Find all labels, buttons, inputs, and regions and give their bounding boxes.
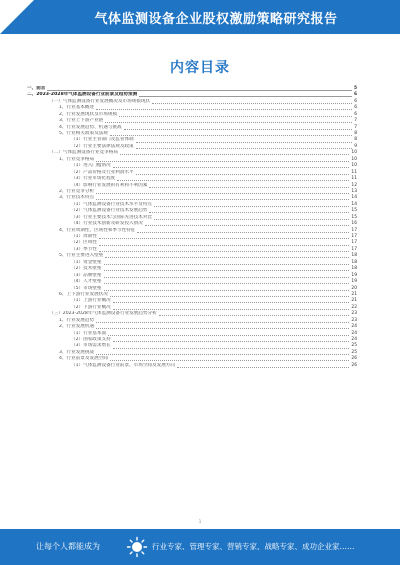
toc-dot-leader bbox=[104, 277, 350, 278]
toc-entry-page: 6 bbox=[354, 98, 357, 104]
toc-entry-label: 4、行业周期性、区域性和季节性特征 bbox=[59, 227, 136, 233]
toc-entry-label: （3）季节性 bbox=[71, 246, 97, 252]
toc-entry-page: 18 bbox=[351, 259, 357, 265]
toc-entry-label: 5、行业相关政策及法规 bbox=[59, 131, 108, 137]
toc-dot-leader bbox=[120, 154, 349, 155]
toc-entry-page: 10 bbox=[351, 156, 357, 162]
header-corner-triangle bbox=[0, 0, 34, 34]
footer-slogan-left: 让每个人都能成为 bbox=[36, 542, 100, 551]
toc-entry-page: 7 bbox=[354, 118, 357, 124]
toc-dot-leader bbox=[136, 142, 353, 143]
toc-entry-page: 8 bbox=[354, 131, 357, 137]
toc-entry-page: 14 bbox=[351, 201, 357, 207]
toc-entry-label: 二、2023-2028年气体监测设备行业前景及趋势预测 bbox=[27, 92, 138, 98]
toc-dot-leader bbox=[105, 257, 349, 258]
toc-dot-leader bbox=[47, 90, 352, 91]
toc-entry-label: （二）气体监测设备行业竞争格局 bbox=[49, 150, 118, 156]
toc-entry-label: （1）行业主管部门及监管体制 bbox=[71, 137, 134, 143]
toc-entry-label: 5、行业主要进入壁垒 bbox=[59, 253, 104, 259]
toc-dot-leader bbox=[159, 315, 350, 316]
toc-entry-page: 8 bbox=[354, 137, 357, 143]
toc-entry-label: 1、行业发展趋势 bbox=[59, 317, 95, 323]
sun-logo-icon bbox=[126, 536, 148, 558]
toc-dot-leader bbox=[136, 174, 350, 175]
toc-entry-label: （2）技术壁垒 bbox=[71, 266, 102, 272]
toc-dot-leader bbox=[177, 367, 349, 368]
toc-entry-page: 17 bbox=[351, 234, 357, 240]
page-number: 1 bbox=[198, 519, 202, 524]
toc-entry-page: 17 bbox=[351, 246, 357, 252]
toc-dot-leader bbox=[113, 302, 350, 303]
toc-entry-label: （1）进入门槛情况 bbox=[71, 163, 111, 169]
toc-entry-label: （3）行业主要技术与国际先进技术对比 bbox=[71, 214, 153, 220]
toc-entry-label: （2）气体监测设备行业技术发展趋势 bbox=[71, 208, 148, 214]
toc-dot-leader bbox=[137, 232, 349, 233]
toc-dot-leader bbox=[104, 270, 350, 271]
report-title: 气体监测设备企业股权激励策略研究报告 bbox=[94, 12, 338, 27]
toc-entry-page: 22 bbox=[351, 304, 357, 310]
toc-entry-label: 6、上下游行业发展状况 bbox=[59, 291, 108, 297]
toc-entry-label: （2）国家政策支持 bbox=[71, 337, 111, 343]
toc-entry-label: 4、行业前景及发展空间 bbox=[59, 356, 108, 362]
toc-entry-label: （4）人才壁垒 bbox=[71, 279, 102, 285]
toc-dot-leader bbox=[104, 264, 350, 265]
toc-entry-label: 3、行业技术特点 bbox=[59, 195, 95, 201]
toc-entry-page: 6 bbox=[354, 105, 357, 111]
toc-entry-page: 18 bbox=[351, 266, 357, 272]
toc-entry-page: 6 bbox=[354, 111, 357, 117]
toc-entry-label: 2、行业竞争分析 bbox=[59, 188, 95, 194]
toc-entry-page: 17 bbox=[351, 240, 357, 246]
toc-dot-leader bbox=[154, 206, 349, 207]
toc-entry-page: 15 bbox=[351, 208, 357, 214]
toc-entry-label: （3）品牌壁垒 bbox=[71, 272, 102, 278]
toc-dot-leader bbox=[136, 148, 353, 149]
toc-dot-leader bbox=[99, 251, 350, 252]
toc-entry-page: 14 bbox=[351, 195, 357, 201]
toc-entry-page: 13 bbox=[351, 188, 357, 194]
toc-entry-page: 11 bbox=[351, 176, 357, 182]
toc-dot-leader bbox=[152, 103, 352, 104]
toc-entry-page: 26 bbox=[351, 356, 357, 362]
toc-entry-page: 5 bbox=[353, 85, 357, 91]
toc-dot-leader bbox=[145, 225, 350, 226]
toc-dot-leader bbox=[104, 290, 350, 291]
toc-entry-label: 4、行业发展趋势、机遇与挑战 bbox=[59, 124, 122, 130]
toc-entry-label: （1）上游行业概况 bbox=[71, 298, 111, 304]
toc-entry-page: 6 bbox=[353, 92, 357, 98]
toc-dot-leader bbox=[108, 335, 349, 336]
toc-entry-page: 25 bbox=[351, 343, 357, 349]
toc-entry-label: 3、行业上下游产业链 bbox=[59, 118, 104, 124]
toc-dot-leader bbox=[154, 219, 349, 220]
toc-entry-page: 24 bbox=[351, 330, 357, 336]
toc-entry-label: （一）气体监测设备行业发展概况及市场规模现状 bbox=[49, 98, 151, 104]
toc-dot-leader bbox=[113, 341, 350, 342]
toc-dot-leader bbox=[96, 193, 349, 194]
toc-entry-label: （1）气体监测设备行业技术水平及特点 bbox=[71, 201, 153, 207]
toc-heading: 内容目录 bbox=[170, 60, 230, 76]
toc-entry[interactable] bbox=[27, 363, 357, 369]
toc-dot-leader bbox=[149, 212, 349, 213]
toc-entry-page: 17 bbox=[351, 227, 357, 233]
toc-entry-page: 20 bbox=[351, 285, 357, 291]
toc-dot-leader bbox=[117, 180, 349, 181]
toc-entry-label: 2、行业发展机遇 bbox=[59, 324, 95, 330]
toc-entry-label: （2）产品价格及行业利润水平 bbox=[71, 169, 134, 175]
toc-entry-page: 24 bbox=[351, 337, 357, 343]
toc-entry-label: （2）行业主要法律法规及政策 bbox=[71, 143, 134, 149]
toc-entry-page: 21 bbox=[351, 298, 357, 304]
footer-slogan-right: 行业专家、管理专家、营销专家、战略专家、成功企业家…… bbox=[152, 542, 355, 551]
toc-entry-label: （4）影响行业发展的有利和不利因素 bbox=[71, 182, 148, 188]
toc-dot-leader bbox=[105, 122, 352, 123]
toc-dot-leader bbox=[96, 328, 349, 329]
toc-dot-leader bbox=[110, 360, 350, 361]
toc-dot-leader bbox=[96, 354, 349, 355]
toc-dot-leader bbox=[113, 167, 350, 168]
toc-dot-leader bbox=[139, 96, 352, 97]
toc-entry-page: 23 bbox=[351, 317, 357, 323]
toc-dot-leader bbox=[113, 348, 350, 349]
toc-entry-page: 10 bbox=[351, 150, 357, 156]
toc-entry-label: 1、行业竞争格局 bbox=[59, 156, 95, 162]
toc-entry-page: 21 bbox=[351, 291, 357, 297]
toc-entry-label: （2）区域性 bbox=[71, 240, 97, 246]
toc-entry-page: 15 bbox=[351, 214, 357, 220]
toc-entry-label: （2）下游行业概况 bbox=[71, 304, 111, 310]
toc-dot-leader bbox=[124, 129, 353, 130]
toc-dot-leader bbox=[96, 199, 349, 200]
footer-banner bbox=[0, 529, 400, 565]
toc-entry-page: 12 bbox=[351, 182, 357, 188]
toc-entry-page: 19 bbox=[351, 272, 357, 278]
toc-entry-label: （1）资金壁垒 bbox=[71, 259, 102, 265]
toc-entry-page: 9 bbox=[354, 143, 357, 149]
toc-entry-label: （1）行业基本面 bbox=[71, 330, 107, 336]
toc-entry-label: 3、行业发展挑战 bbox=[59, 349, 95, 355]
toc-entry-page: 24 bbox=[351, 324, 357, 330]
toc-dot-leader bbox=[99, 238, 350, 239]
toc-entry-label: （三）2023-2028年气体监测设备行业发展趋势分析 bbox=[49, 311, 157, 317]
toc-dot-leader bbox=[104, 283, 350, 284]
toc-dot-leader bbox=[96, 161, 349, 162]
toc-dot-leader bbox=[110, 135, 352, 136]
toc-entry-label: （1）周期性 bbox=[71, 234, 97, 240]
toc-entry-page: 7 bbox=[354, 124, 357, 130]
toc-dot-leader bbox=[96, 109, 352, 110]
toc-dot-leader bbox=[96, 322, 349, 323]
toc-entry-page: 25 bbox=[351, 349, 357, 355]
toc-entry-page: 11 bbox=[351, 169, 357, 175]
toc-entry-page: 10 bbox=[351, 163, 357, 169]
toc-entry-label: 1、行业基本概述 bbox=[59, 105, 95, 111]
toc-dot-leader bbox=[113, 309, 350, 310]
toc-dot-leader bbox=[99, 245, 350, 246]
toc-entry-page: 16 bbox=[351, 221, 357, 227]
report-header-banner bbox=[0, 0, 400, 34]
toc-entry-label: （4）行业技术创新及研发投入情况 bbox=[71, 221, 143, 227]
toc-entry-label: （3）市场需求增长 bbox=[71, 343, 111, 349]
toc-entry-label: （5）市场壁垒 bbox=[71, 285, 102, 291]
toc-dot-leader bbox=[119, 116, 352, 117]
toc-dot-leader bbox=[110, 296, 350, 297]
toc-entry-label: 一、前言 bbox=[27, 85, 46, 91]
toc-entry-page: 18 bbox=[351, 253, 357, 259]
toc-entry-page: 19 bbox=[351, 279, 357, 285]
table-of-contents bbox=[27, 86, 357, 369]
toc-entry-page: 23 bbox=[351, 311, 357, 317]
toc-dot-leader bbox=[149, 187, 349, 188]
toc-entry-page: 26 bbox=[351, 362, 357, 368]
toc-entry-label: 2、行业发展现状及市场规模 bbox=[59, 111, 118, 117]
toc-entry-label: （3）行业市场化程度 bbox=[71, 176, 116, 182]
toc-entry-label: （1）气体监测设备行业前景、市场空间及发展方向 bbox=[71, 362, 175, 368]
